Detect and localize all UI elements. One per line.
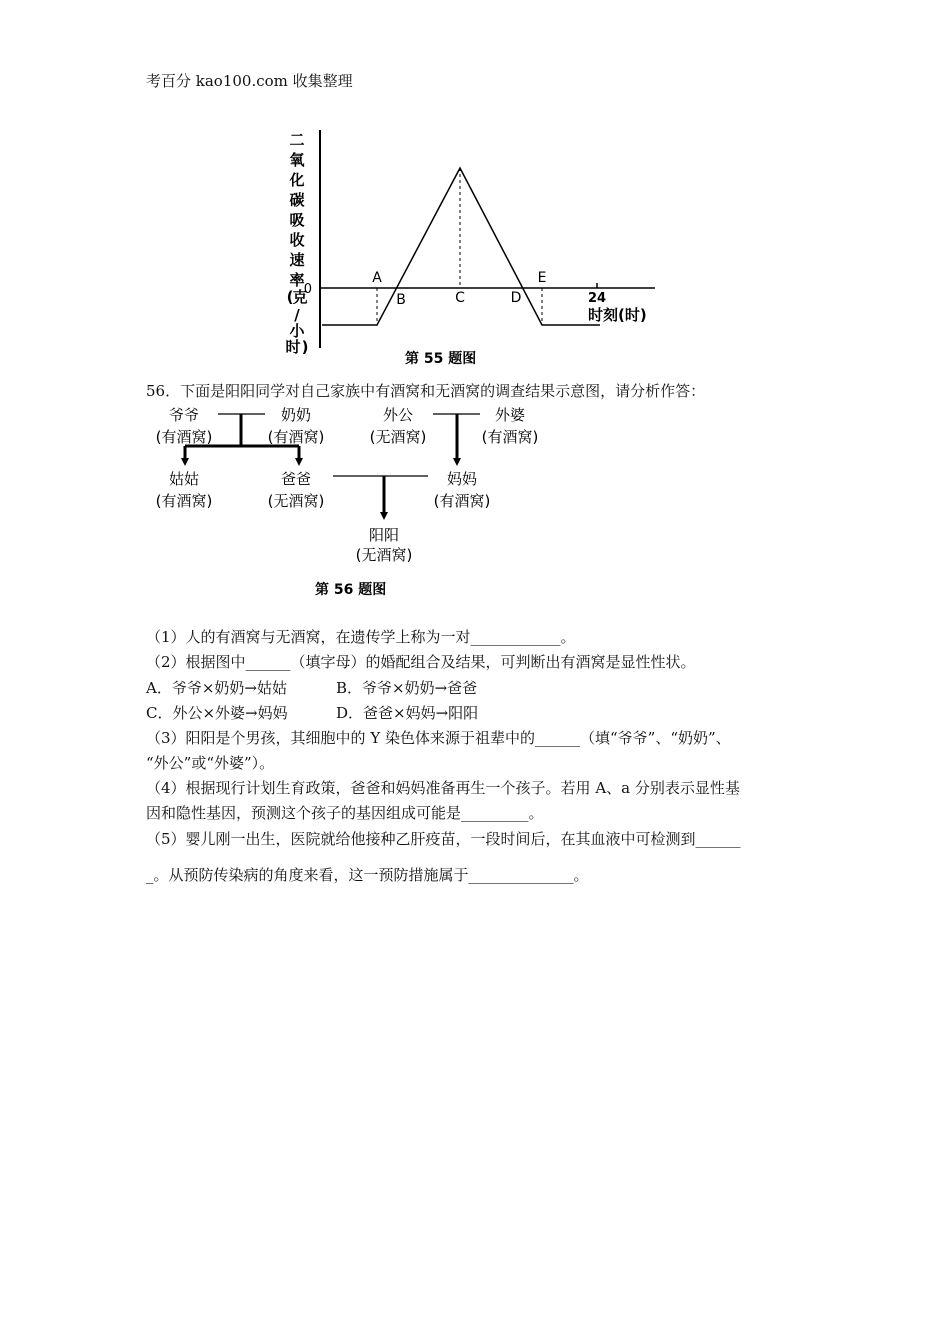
point-label-E: E <box>537 270 547 286</box>
x-tick-label: 24 <box>587 291 607 306</box>
person-mother-trait: (有酒窝) <box>433 492 491 510</box>
person-grandpa-name: 爷爷 <box>168 406 200 424</box>
figure-56-caption: 第 56 题图 <box>315 582 387 598</box>
person-aunt-trait: (有酒窝) <box>155 492 213 510</box>
ylabel-char: ) <box>301 338 309 356</box>
person-aunt-name: 姑姑 <box>168 470 200 488</box>
ylabel-char: 克 <box>292 288 308 306</box>
person-waigong-name: 外公 <box>382 406 414 424</box>
ylabel-char: 碳 <box>289 191 305 209</box>
point-label-B: B <box>396 292 406 308</box>
ylabel-char: / <box>294 306 300 324</box>
person-father-trait: (无酒窝) <box>267 492 325 510</box>
ylabel-char: 小 <box>289 322 305 340</box>
origin-label: 0 <box>303 282 312 297</box>
person-waipo-trait: (有酒窝) <box>481 428 539 446</box>
point-label-A: A <box>372 270 382 286</box>
question-3-line-2: “外公”或“外婆”）。 <box>146 754 275 772</box>
option-a: A．爷爷×奶奶→姑姑 <box>146 679 287 697</box>
question-4-line-2: 因和隐性基因，预测这个孩子的基因组成可能是_________。 <box>146 804 544 822</box>
person-grandma-trait: (有酒窝) <box>267 428 325 446</box>
page-header: 考百分 kao100.com 收集整理 <box>146 72 353 90</box>
person-mother-name: 妈妈 <box>446 470 478 488</box>
ylabel-char: 收 <box>289 231 305 249</box>
question-4-line-1: （4）根据现行计划生育政策，爸爸和妈妈准备再生一个孩子。若用 A、a 分别表示显性基 <box>146 779 740 797</box>
person-waipo-name: 外婆 <box>494 406 526 424</box>
option-d: D．爸爸×妈妈→阳阳 <box>336 704 479 722</box>
point-label-C: C <box>455 290 465 306</box>
person-child-name: 阳阳 <box>368 526 400 544</box>
ylabel-char: 速 <box>289 251 305 269</box>
ylabel-char: 时 <box>285 338 301 356</box>
person-waigong-trait: (无酒窝) <box>369 428 427 446</box>
person-grandpa-trait: (有酒窝) <box>155 428 213 446</box>
person-grandma-name: 奶奶 <box>280 406 312 424</box>
question-3-line-1: （3）阳阳是个男孩，其细胞中的 Y 染色体来源于祖辈中的______（填“爷爷”、“奶奶”、 <box>146 729 731 747</box>
ylabel-char: 吸 <box>289 211 305 229</box>
question-5-line-2: _。从预防传染病的角度来看，这一预防措施属于______________。 <box>146 866 589 884</box>
question-1: （1）人的有酒窝与无酒窝，在遗传学上称为一对____________。 <box>146 628 576 646</box>
question-5-line-1: （5）婴儿刚一出生，医院就给他接种乙肝疫苗，一段时间后，在其血液中可检测到______ <box>146 830 741 848</box>
person-child-trait: (无酒窝) <box>355 546 413 564</box>
figure-55-caption: 第 55 题图 <box>405 351 477 367</box>
option-b: B．爷爷×奶奶→爸爸 <box>336 679 478 697</box>
question-2: （2）根据图中______（填字母）的婚配组合及结果，可判断出有酒窝是显性性状。 <box>146 653 696 671</box>
point-label-D: D <box>510 290 522 306</box>
ylabel-char: 化 <box>289 171 305 189</box>
option-c: C．外公×外婆→妈妈 <box>146 704 288 722</box>
question-56-title: 56．下面是阳阳同学对自己家族中有酒窝和无酒窝的调查结果示意图，请分析作答： <box>146 382 706 400</box>
ylabel-char: 二 <box>289 131 305 149</box>
ylabel-char: 氧 <box>289 151 305 169</box>
ylabel-char: 率 <box>289 271 305 289</box>
ylabel-char: ( <box>286 288 294 306</box>
x-axis-label: 时刻(时) <box>588 306 647 324</box>
person-father-name: 爸爸 <box>280 470 312 488</box>
